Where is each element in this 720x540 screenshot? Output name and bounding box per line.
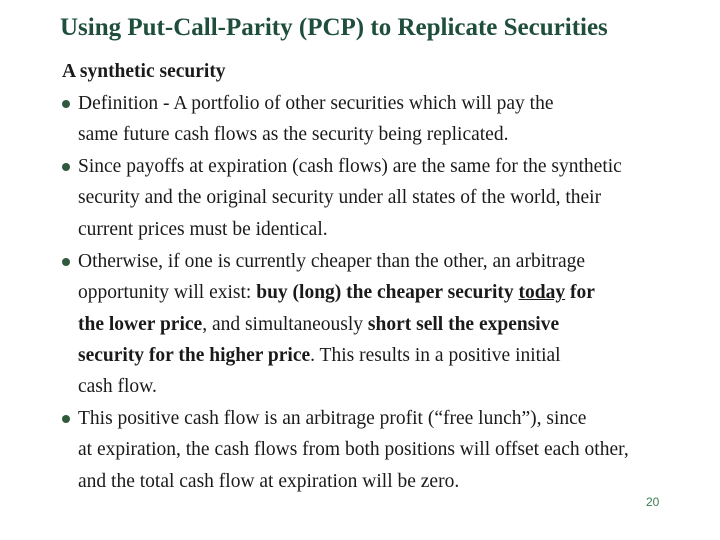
bullet-text-line: cash flow. <box>78 376 157 398</box>
bullet-text-line: Otherwise, if one is currently cheaper than the other, an arbitrage <box>78 251 586 272</box>
bullet-text-line: current prices must be identical. <box>78 218 328 240</box>
bold-text: short sell the expensive <box>367 313 560 335</box>
bullet-arbitrage-opportunity <box>62 246 595 402</box>
page-number: 20 <box>646 495 660 509</box>
bold-text: buy (long) the cheaper security <box>256 282 519 304</box>
plain-text: opportunity will exist: <box>78 282 257 304</box>
bold-text: security for the higher price <box>78 344 311 366</box>
bullet-text-line: Since payoffs at expiration (cash flows) are the same for the synthetic <box>78 156 622 177</box>
bold-underlined-text: today <box>518 282 566 304</box>
bold-text: the lower price <box>78 313 203 335</box>
bullet-text-line: same future cash flows as the security being replicated. <box>78 124 509 146</box>
bullet-text-line: security and the original security under all states of the world, their <box>78 187 602 209</box>
bullet-text-line: Definition - A portfolio of other securities which will pay the <box>78 93 554 114</box>
bold-text: for <box>565 282 595 304</box>
bullet-marker-icon <box>62 100 70 108</box>
section-subheading: A synthetic security <box>62 61 226 82</box>
bullet-definition <box>62 88 553 151</box>
bullet-marker-icon <box>62 415 70 423</box>
plain-text: . This results in a positive initial <box>310 344 561 366</box>
bullet-identical-prices <box>62 151 622 245</box>
bullet-text-line <box>62 340 595 371</box>
bullet-marker-icon <box>62 258 70 266</box>
bullet-free-lunch <box>62 403 629 497</box>
bullet-text-line: and the total cash flow at expiration will be zero. <box>78 470 460 492</box>
plain-text: , and simultaneously <box>202 313 368 335</box>
bullet-text-line: at expiration, the cash flows from both positions will offset each other, <box>78 439 629 461</box>
bullet-text-line <box>62 277 595 308</box>
bullet-text-line: This positive cash flow is an arbitrage profit (“free lunch”), since <box>78 408 587 429</box>
bullet-marker-icon <box>62 163 70 171</box>
bullet-text-line <box>62 309 595 340</box>
slide-title: Using Put-Call-Parity (PCP) to Replicate Securities <box>60 14 608 41</box>
